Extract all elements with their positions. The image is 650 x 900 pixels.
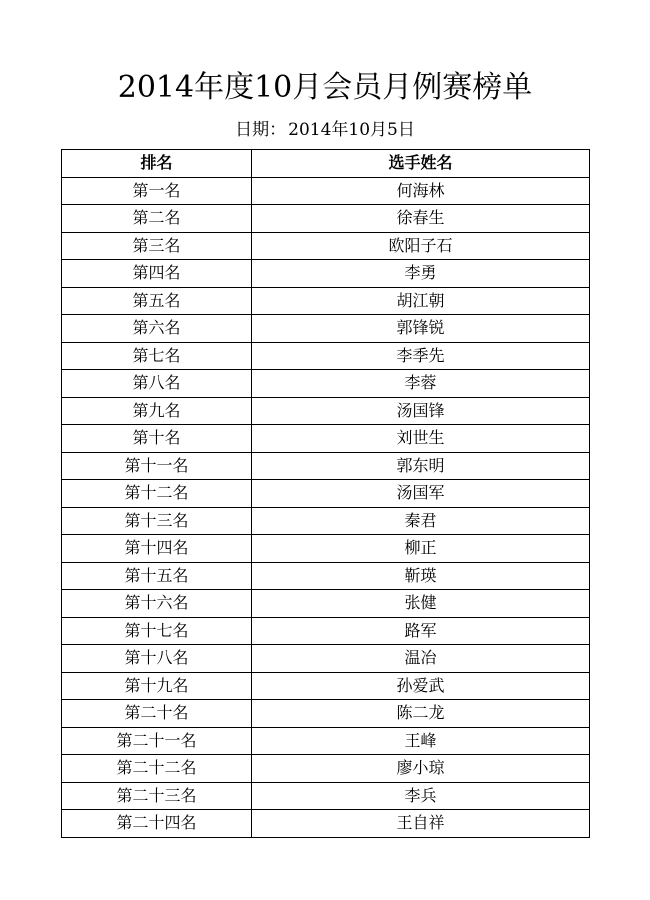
player-name-cell: 汤国军 (252, 480, 590, 508)
rank-cell: 第二十四名 (62, 810, 252, 838)
rank-cell: 第二十三名 (62, 782, 252, 810)
rank-cell: 第六名 (62, 315, 252, 343)
table-row (62, 590, 590, 618)
rank-cell: 第七名 (62, 342, 252, 370)
table-row (62, 645, 590, 673)
player-name-cell: 温冶 (252, 645, 590, 673)
player-name-cell: 孙爱武 (252, 672, 590, 700)
table-row (62, 205, 590, 233)
player-name-cell: 李勇 (252, 260, 590, 288)
table-row (62, 425, 590, 453)
rank-cell: 第十四名 (62, 535, 252, 563)
rank-cell: 第二十一名 (62, 727, 252, 755)
player-name-cell: 李季先 (252, 342, 590, 370)
table-row (62, 810, 590, 838)
rank-cell: 第十三名 (62, 507, 252, 535)
table-row (62, 755, 590, 783)
rank-cell: 第十二名 (62, 480, 252, 508)
rank-cell: 第五名 (62, 287, 252, 315)
table-row (62, 562, 590, 590)
table-row (62, 700, 590, 728)
player-name-cell: 郭锋锐 (252, 315, 590, 343)
table-row (62, 452, 590, 480)
player-name-cell: 廖小琼 (252, 755, 590, 783)
table-row (62, 672, 590, 700)
player-name-cell: 汤国锋 (252, 397, 590, 425)
player-name-cell: 柳正 (252, 535, 590, 563)
rank-cell: 第二十二名 (62, 755, 252, 783)
player-name-cell: 路军 (252, 617, 590, 645)
ranking-table (61, 149, 590, 838)
rank-cell: 第十名 (62, 425, 252, 453)
header-player-name: 选手姓名 (252, 150, 590, 178)
date-value: 2014年10月5日 (288, 120, 415, 140)
page-title: 2014年度10月会员月例赛榜单 (117, 70, 533, 105)
table-row (62, 397, 590, 425)
rank-cell: 第一名 (62, 177, 252, 205)
table-row (62, 315, 590, 343)
rank-cell: 第十九名 (62, 672, 252, 700)
table-row (62, 782, 590, 810)
table-row (62, 617, 590, 645)
rank-cell: 第四名 (62, 260, 252, 288)
rank-cell: 第九名 (62, 397, 252, 425)
player-name-cell: 王自祥 (252, 810, 590, 838)
table-row (62, 480, 590, 508)
date-label: 日期： (235, 120, 287, 140)
rank-cell: 第十七名 (62, 617, 252, 645)
player-name-cell: 郭东明 (252, 452, 590, 480)
rank-cell: 第十八名 (62, 645, 252, 673)
table-row (62, 507, 590, 535)
player-name-cell: 胡江朝 (252, 287, 590, 315)
rank-cell: 第二十名 (62, 700, 252, 728)
rank-cell: 第二名 (62, 205, 252, 233)
table-row (62, 287, 590, 315)
player-name-cell: 何海林 (252, 177, 590, 205)
table-row (62, 260, 590, 288)
player-name-cell: 王峰 (252, 727, 590, 755)
table-row (62, 232, 590, 260)
rank-cell: 第十一名 (62, 452, 252, 480)
player-name-cell: 张健 (252, 590, 590, 618)
date-line (0, 118, 650, 142)
table-row (62, 177, 590, 205)
player-name-cell: 靳瑛 (252, 562, 590, 590)
table-row (62, 370, 590, 398)
rank-cell: 第十五名 (62, 562, 252, 590)
table-row (62, 535, 590, 563)
header-rank: 排名 (62, 150, 252, 178)
table-row (62, 342, 590, 370)
table-body (62, 177, 590, 837)
player-name-cell: 欧阳子石 (252, 232, 590, 260)
player-name-cell: 李蓉 (252, 370, 590, 398)
player-name-cell: 秦君 (252, 507, 590, 535)
table-row (62, 727, 590, 755)
table-header-row (62, 150, 590, 178)
player-name-cell: 李兵 (252, 782, 590, 810)
player-name-cell: 陈二龙 (252, 700, 590, 728)
rank-cell: 第三名 (62, 232, 252, 260)
rank-cell: 第八名 (62, 370, 252, 398)
rank-cell: 第十六名 (62, 590, 252, 618)
player-name-cell: 徐春生 (252, 205, 590, 233)
player-name-cell: 刘世生 (252, 425, 590, 453)
